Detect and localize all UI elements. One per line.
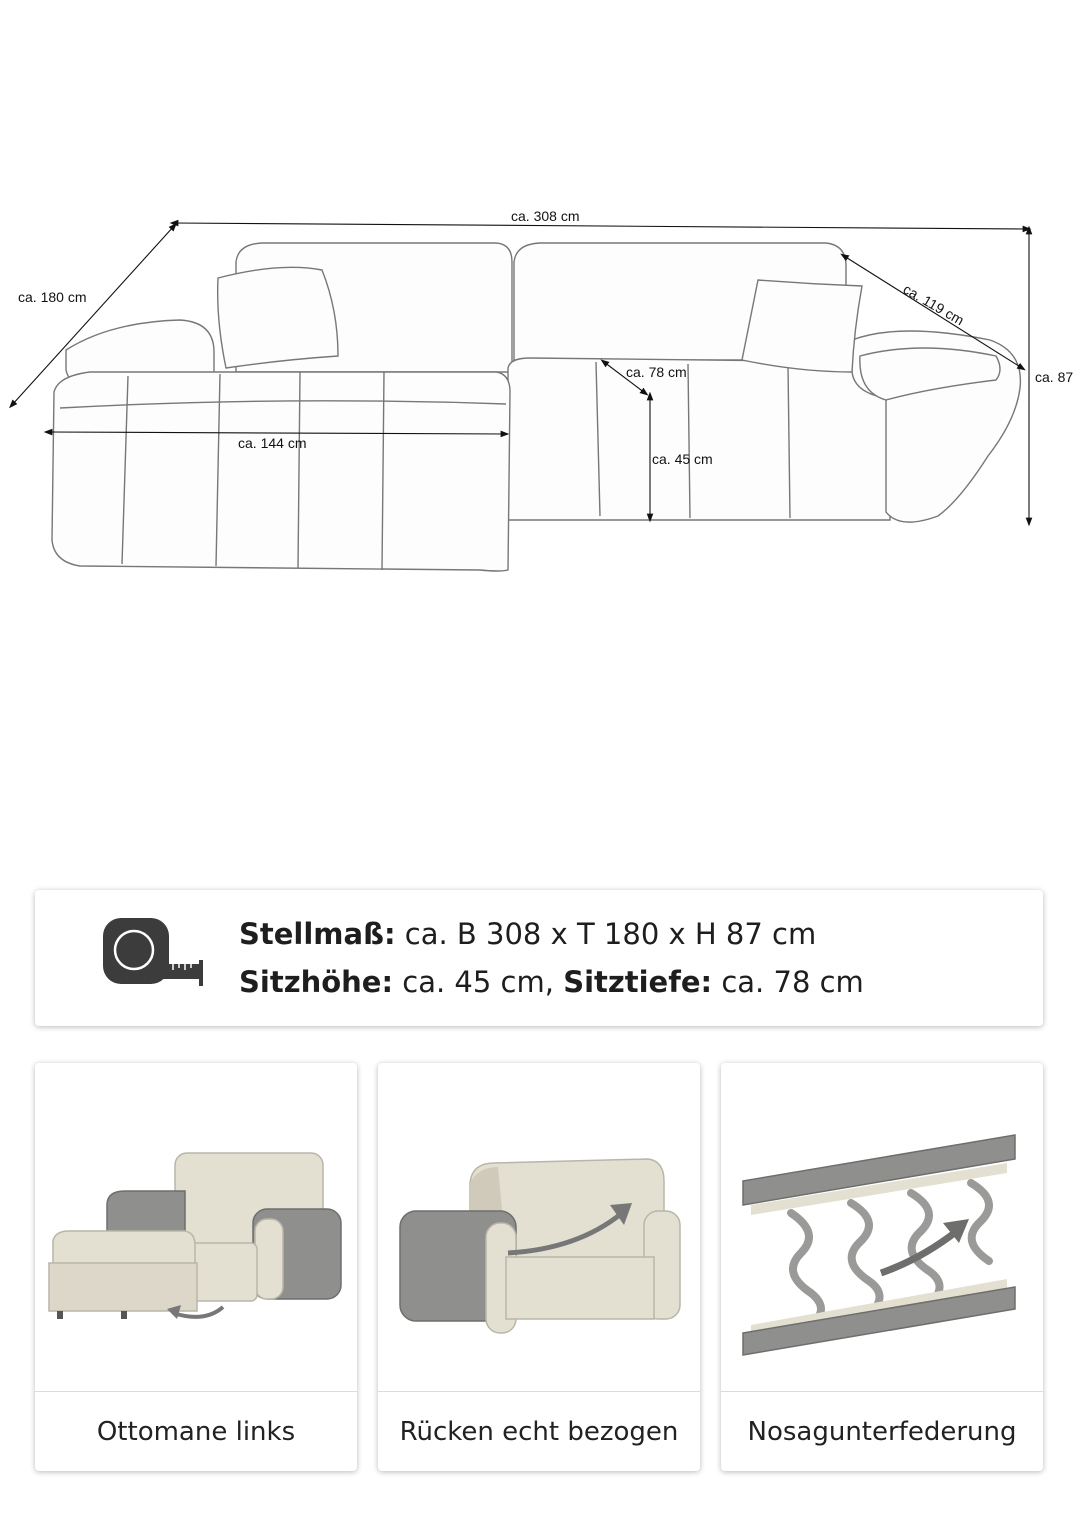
sofa-outline	[52, 243, 1020, 571]
feature-label: Ottomane links	[96, 1416, 296, 1447]
sofa-dimension-drawing	[0, 0, 1080, 640]
sitztiefe-label: Sitztiefe:	[563, 965, 713, 999]
sitz-line	[239, 958, 864, 1006]
stellmass-label: Stellmaß:	[239, 917, 396, 951]
spec-card	[35, 890, 1043, 1026]
sitztiefe-value: ca. 78 cm	[712, 965, 864, 999]
stellmass-value: ca. B 308 x T 180 x H 87 cm	[395, 917, 817, 951]
feature-card-back	[378, 1063, 700, 1471]
dim-seat-depth: ca. 78 cm	[626, 364, 687, 380]
measuring-tape-icon	[101, 916, 207, 994]
ottoman-left-icon	[35, 1063, 357, 1391]
feature-label: Nosagunterfederung	[747, 1416, 1017, 1447]
dim-height: ca. 87	[1035, 369, 1074, 385]
feature-card-ottoman	[35, 1063, 357, 1471]
feature-card-nosag	[721, 1063, 1043, 1471]
dim-seat-height: ca. 45 cm	[652, 451, 713, 467]
spec-text	[239, 910, 864, 1006]
stellmass-line	[239, 910, 864, 958]
back-upholstered-icon	[378, 1063, 700, 1391]
dim-depth: ca. 180 cm	[18, 289, 87, 305]
feature-label: Rücken echt bezogen	[399, 1416, 679, 1447]
dim-side-depth: ca. 119 cm	[900, 280, 967, 329]
nosag-spring-icon	[721, 1063, 1043, 1391]
dim-line-total-width	[174, 223, 1027, 229]
sitzhoehe-label: Sitzhöhe:	[239, 965, 394, 999]
sitzhoehe-value: ca. 45 cm,	[393, 965, 564, 999]
dim-ottoman-width: ca. 144 cm	[238, 435, 307, 451]
dim-total-width: ca. 308 cm	[511, 208, 580, 224]
